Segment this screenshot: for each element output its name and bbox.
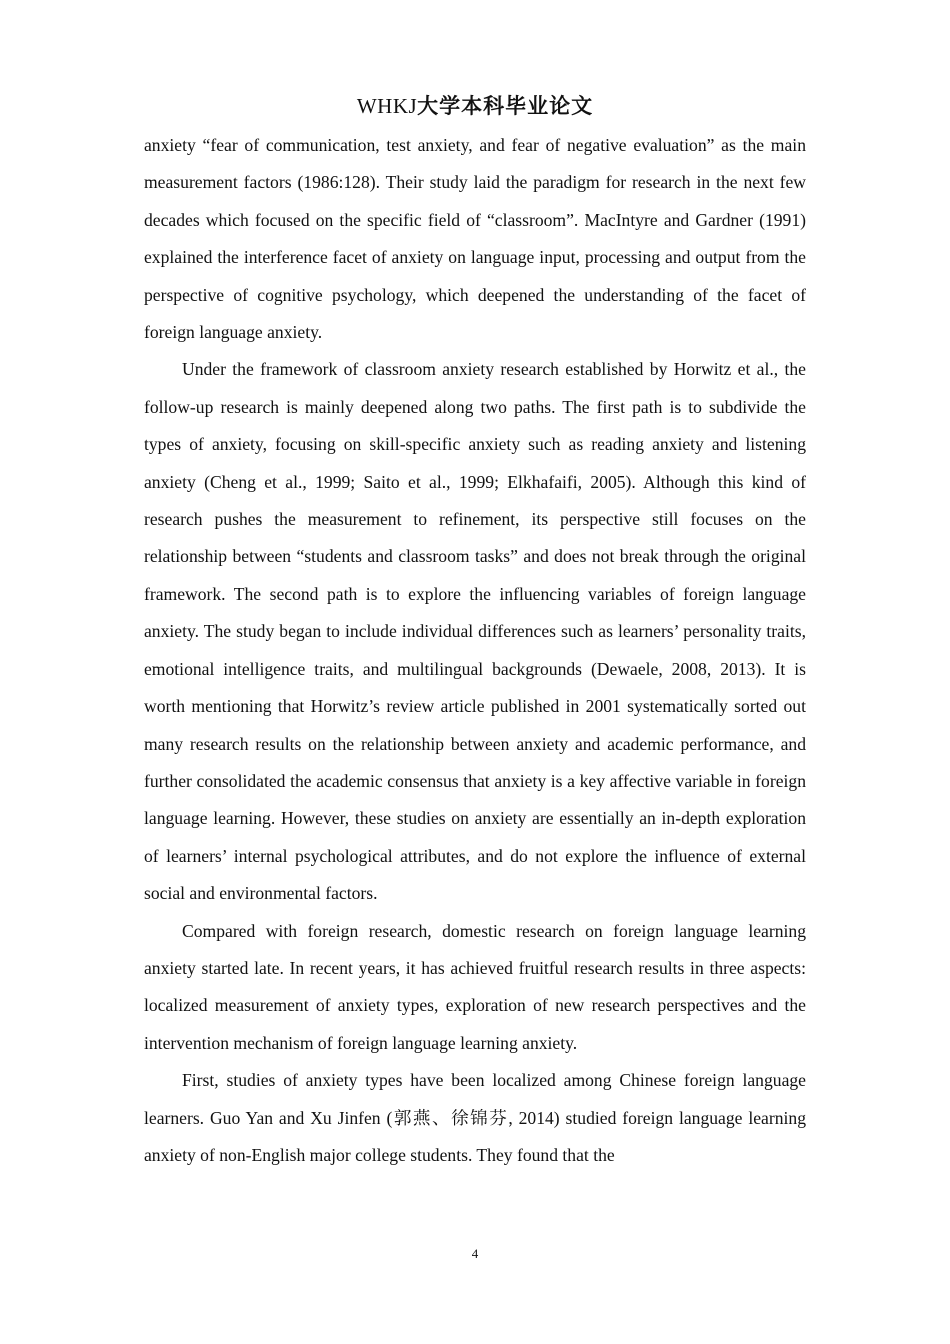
header-thesis-title: 大学本科毕业论文 <box>417 94 594 118</box>
body-text <box>144 127 806 1174</box>
paragraph-domestic-research: Compared with foreign research, domestic research on foreign language learning anxiety started late. In recent years, it has achieved fruitful research results in three aspects: localized measurement of anxiety types, exploration of new research perspectives and the intervention mechanism of foreign language learning anxiety. <box>144 920 806 1053</box>
paragraph-continued: anxiety “fear of communication, test anxiety, and fear of negative evaluation” as the main measurement factors (1986:128). Their study laid the paradigm for research in the next few decades which focused on the specific field of “classroom”. MacIntyre and Gardner (1991) explained the interference facet of anxiety on language input, processing and output from the perspective of cognitive psychology, which deepened the understanding of the facet of foreign language anxiety. <box>144 135 806 343</box>
page-number: 4 <box>471 1246 479 1261</box>
paragraph-localized-anxiety-types: First, studies of anxiety types have been localized among Chinese foreign language learners. Guo Yan and Xu Jinfen (郭燕、徐锦芬, 2014) studied foreign language learning anxiety of non-English major college students. They found that the <box>144 1070 806 1165</box>
page-header <box>0 91 950 121</box>
header-university-code: WHKJ <box>356 94 418 118</box>
paragraph-classroom-anxiety-paths: Under the framework of classroom anxiety research established by Horwitz et al., the follow-up research is mainly deepened along two paths. The first path is to subdivide the types of anxiety, focusing on skill-specific anxiety such as reading anxiety and listening anxiety (Cheng et al., 1999; Saito et al., 1999; Elkhafaifi, 2005). Although this kind of research pushes the measurement to refinement, its perspective still focuses on the relationship between “students and classroom tasks” and does not break through the original framework. The second path is to explore the influencing variables of foreign language anxiety. The study began to include individual differences such as learners’ personality traits, emotional intelligence traits, and multilingual backgrounds (Dewaele, 2008, 2013). It is worth mentioning that Horwitz’s review article published in 2001 systematically sorted out many research results on the relationship between anxiety and academic performance, and further consolidated the academic consensus that anxiety is a key affective variable in foreign language learning. However, these studies on anxiety are essentially an in-depth exploration of learners’ internal psychological attributes, and do not explore the influence of external social and environmental factors. <box>144 359 806 904</box>
